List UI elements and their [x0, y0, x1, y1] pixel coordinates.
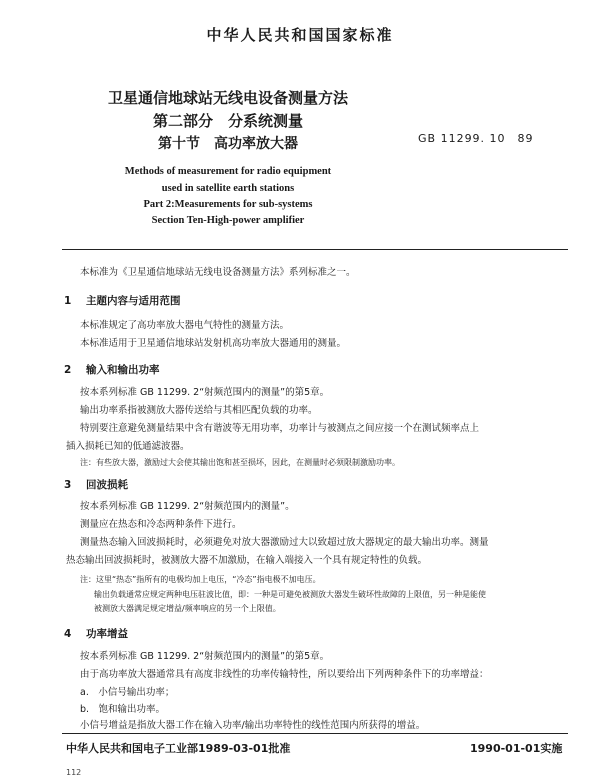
paragraph: 按本系列标准 GB 11299. 2“射频范围内的测量”。 — [80, 501, 295, 512]
paragraph: 热态输出回波损耗时，被测放大器不加激励，在输入端接入一个具有规定特性的负载。 — [66, 555, 428, 566]
header-divider — [62, 249, 568, 250]
implementation-date: 1990-01-01实施 — [470, 742, 563, 755]
paragraph: 测量应在热态和冷态两种条件下进行。 — [80, 519, 242, 530]
note: 输出负载通常应规定两种电压驻波比值，即：一种是可避免被测放大器发生破坏性故障的上限值，另一种是能使 — [94, 590, 486, 599]
section-number: 1 — [64, 295, 72, 307]
section-title: 主题内容与适用范围 — [86, 295, 181, 307]
section-heading — [64, 477, 128, 492]
paragraph: 按本系列标准 GB 11299. 2“射频范围内的测量”的第5章。 — [80, 651, 330, 662]
note: 被测放大器满足规定增益/频率响应的另一个上限值。 — [94, 604, 281, 613]
standard-number: GB 11299. 10 89 — [418, 132, 534, 145]
english-title-line: Part 2:Measurements for sub-systems — [143, 199, 313, 210]
paragraph: 输出功率系指被测放大器传送给与其相匹配负载的功率。 — [80, 405, 318, 416]
document-subtitle-part: 第二部分 分系统测量 — [152, 112, 303, 130]
section-title: 输入和输出功率 — [86, 364, 160, 376]
section-number: 3 — [64, 479, 72, 491]
english-title-line: Section Ten-High-power amplifier — [151, 215, 305, 226]
section-heading — [64, 362, 160, 377]
page-number: 112 — [66, 768, 82, 777]
section-number: 4 — [64, 628, 72, 640]
section-heading — [64, 293, 181, 308]
document-title: 卫星通信地球站无线电设备测量方法 — [107, 89, 348, 107]
paragraph: 本标准规定了高功率放大器电气特性的测量方法。 — [80, 320, 290, 331]
paragraph: 由于高功率放大器通常具有高度非线性的功率传输特性，所以要给出下列两种条件下的功率增益： — [80, 669, 489, 680]
section-heading — [64, 626, 128, 641]
section-number: 2 — [64, 364, 72, 376]
paragraph: 测量热态输入回波损耗时，必须避免对放大器激励过大以致超过放大器规定的最大输出功率。测量 — [80, 537, 489, 548]
footer-divider — [62, 733, 568, 734]
paragraph: 按本系列标准 GB 11299. 2“射频范围内的测量”的第5章。 — [80, 387, 330, 398]
section-title: 回波损耗 — [86, 479, 128, 491]
intro-paragraph: 本标准为《卫星通信地球站无线电设备测量方法》系列标准之一。 — [80, 267, 356, 278]
section-title: 功率增益 — [86, 628, 128, 640]
approval-line: 中华人民共和国电子工业部1989-03-01批准 — [66, 742, 291, 755]
paragraph: 小信号增益是指放大器工作在输入功率/输出功率特性的线性范围内所获得的增益。 — [80, 720, 426, 731]
paragraph: 特别要注意避免测量结果中含有谐波等无用功率，功率计与被测点之间应接一个在测试频率点上 — [80, 423, 480, 434]
english-title-line: Methods of measurement for radio equipment — [124, 166, 332, 177]
document-subtitle-section: 第十节 高功率放大器 — [158, 136, 298, 152]
paragraph: 本标准适用于卫星通信地球站发射机高功率放大器通用的测量。 — [80, 338, 347, 349]
note: 注：这里“热态”指所有的电极均加上电压，“冷态”指电极不加电压。 — [80, 575, 321, 584]
list-item: a. 小信号输出功率； — [80, 687, 175, 698]
list-item: b. 饱和输出功率。 — [80, 704, 166, 715]
english-title-line: used in satellite earth stations — [161, 183, 295, 194]
paragraph: 插入损耗已知的低通滤波器。 — [66, 441, 190, 452]
standard-type-heading: 中华人民共和国国家标准 — [206, 26, 394, 44]
note: 注：有些放大器，激励过大会使其输出饱和甚至损坏，因此，在测量时必须限制激励功率。 — [80, 458, 400, 467]
